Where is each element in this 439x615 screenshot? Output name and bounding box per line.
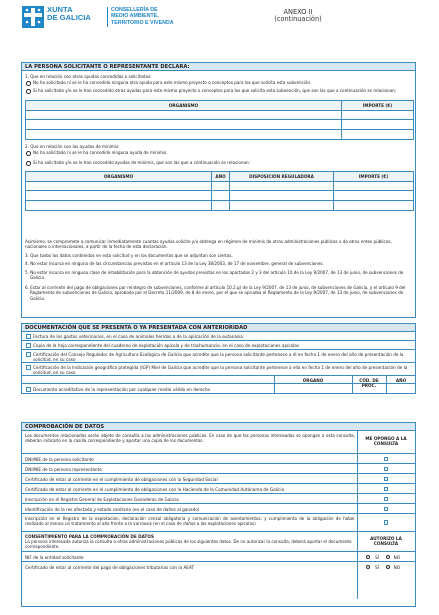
col-proc-code: CÓD. DE PROC.: [359, 377, 379, 388]
section-title: COMPROBACIÓN DE DATOS: [22, 423, 415, 431]
commitment-text: Asimismo, se compromete a comunicar inmediatamente cuantas ayudas solicite y/u obtenga en régimen de minimis de otras administraciones públicas o de otros entes públicos, nacionales o internacionales, a partir de la fecha de esta declaración.: [25, 239, 392, 250]
q1-yes-label: Sí ha solicitado y/o se le han concedido otras ayudas para este mismo proyecto o conceptos para los que solicita esta subvención, que son las que a continuación se relacionan:: [33, 88, 397, 93]
consent-text: La persona interesada autoriza la consulta a otras administraciones públicas de los siguientes datos. De no autorizar la consulta, deberá aportar el documento correspondiente.: [25, 539, 352, 550]
doc-row: [22, 341, 415, 350]
row-label: Certificado de estar al corriente en el cumplimiento de obligaciones con la Seguridad Social: [25, 476, 218, 482]
logo-word2: DE GALICIA: [47, 13, 91, 23]
verification-row: [22, 504, 415, 514]
row-label: Identificación de la res afectada y estado sanitario (en el caso de daños al ganado): [25, 506, 200, 512]
authorize-row: [22, 562, 415, 572]
col-organism: ORGANISMO: [26, 172, 212, 182]
amount-cell[interactable]: [334, 191, 414, 201]
organism-cell[interactable]: [26, 191, 212, 201]
amount-cell[interactable]: [342, 110, 414, 120]
dept-line3: TERRITORIO E VIVENDA: [111, 19, 174, 26]
verification-row: [22, 454, 415, 464]
question-2: 2. Que en relación con las ayudas de minimis:: [25, 144, 120, 149]
declaration-6: 6. Estar al corriente del pago de obligaciones por reintegro de subvenciones, conforme al artículo 10.2.g) de la Ley 9/2007, de 13 de junio, de subvenciones de Galicia, y el artículo 9 del Reglamento de subvenciones de Galicia, aprobado por el Decreto 11/2009, de 8 de enero, por el que se aprueba el Reglamento de la Ley 9/2007, de 13 de junio, de subvenciones de Galicia.: [25, 285, 406, 301]
row-label: NIF de la entidad solicitante: [25, 554, 84, 560]
col-regulation: DISPOSICIÓN REGULADORA: [230, 172, 334, 182]
regulation-cell[interactable]: [230, 201, 334, 211]
logo-word1: XUNTA: [47, 5, 73, 14]
oppose-checkbox[interactable]: [384, 507, 389, 512]
doc-checkbox[interactable]: [26, 334, 31, 339]
oppose-checkbox[interactable]: [384, 497, 389, 502]
year-cell[interactable]: [212, 191, 230, 201]
logo-wordmark: [47, 6, 91, 23]
department-name: [111, 7, 174, 26]
amount-cell[interactable]: [342, 130, 414, 140]
other-aids-table: [25, 100, 414, 140]
representation-doc-label: Documento acreditativo de la representación por cualquier medio válido en derecho: [33, 386, 211, 392]
verification-row: [22, 464, 415, 474]
oppose-checkbox[interactable]: [384, 520, 389, 525]
authorize-row: [22, 552, 415, 562]
amount-cell[interactable]: [334, 201, 414, 211]
consent-row: [22, 532, 415, 552]
section-title: LA PERSONA SOLICITANTE O REPRESENTANTE DECLARA:: [22, 63, 415, 71]
annex-heading: [268, 9, 328, 24]
row-label: DNI/NIE de la persona solicitante: [25, 456, 94, 462]
no-radio[interactable]: [386, 555, 391, 560]
table-row: [26, 201, 414, 211]
verification-row: [22, 484, 415, 494]
amount-cell[interactable]: [342, 120, 414, 130]
documentation-section: [21, 323, 416, 394]
doc-label: Certificación del Consejo Regulador de Agricultura Ecológica de Galicia que acredite que la persona solicitante pertenece a él en fecha 1 de enero del año de presentación de la solicitud, en su caso: [33, 351, 404, 362]
doc-label: Certificación de la Indicación geográfica protegida (IGP) Miel de Galicia que acredite que la persona solicitante pertenece a ella en fecha 1 de enero del año de presentación de la solicitud, en su caso: [33, 364, 408, 375]
declaration-4: 4. No estar incursa en ninguna de las circunstancias previstas en el artículo 13 de la Ley 38/2003, de 17 de noviembre, general de subvenciones.: [25, 261, 324, 266]
q1-no-label: No ha solicitado ni se le ha concedido ninguna otra ayuda para este mismo proyecto o conceptos para los que solicita esta subvención.: [33, 80, 312, 85]
declaration-section: [21, 62, 416, 318]
regulation-cell[interactable]: [230, 181, 334, 191]
intro-row: [22, 431, 415, 454]
year-field[interactable]: [386, 384, 416, 394]
consent-title: CONSENTIMIENTO PARA LA COMPROBACIÓN DE DATOS: [25, 533, 154, 539]
doc-label: Factura de los gastos veterinarios, en el caso de animales heridos o de la aplicación de la eutanasia: [33, 334, 243, 339]
organ-field[interactable]: [274, 384, 352, 394]
col-year: AÑO: [395, 377, 407, 383]
data-verification-section: [21, 422, 416, 607]
proc-code-field[interactable]: [352, 384, 386, 394]
table-row: [26, 120, 414, 130]
yes-label: SÍ: [375, 554, 379, 560]
authorize-header: AUTORIZO LA CONSULTA: [370, 536, 402, 546]
oppose-checkbox[interactable]: [384, 467, 389, 472]
yes-label: SÍ: [375, 564, 379, 570]
table-row: [26, 181, 414, 191]
xunta-cross-icon: [22, 6, 44, 28]
q2-no-radio[interactable]: [26, 151, 31, 156]
row-label: Inscripción en el Registro de la explotación, declaración censal obligatoria y comunicación de asentamientos, y cumplimiento de la obligación de haber realizado al menos un tratamiento al año frente a la varroosis (en el caso de daños a las explotaciones apícolas): [25, 515, 355, 526]
organism-cell[interactable]: [26, 120, 342, 130]
doc-row: [22, 332, 415, 341]
doc-checkbox[interactable]: [26, 365, 31, 370]
year-cell[interactable]: [212, 201, 230, 211]
organism-cell[interactable]: [26, 110, 342, 120]
intro-text: Los documentos relacionados serán objeto de consulta a las administraciones públicas. En caso de que las personas interesadas se opongan a esta consulta, deberán indicarlo en la casilla correspondiente y aportar una copia de los documentos.: [25, 433, 355, 444]
organism-cell[interactable]: [26, 201, 212, 211]
oppose-checkbox[interactable]: [384, 487, 389, 492]
section-title: DOCUMENTACIÓN QUE SE PRESENTA O YA PRESENTADA CON ANTERIORIDAD: [22, 324, 415, 332]
representation-doc-checkbox[interactable]: [26, 387, 31, 392]
yes-radio[interactable]: [366, 565, 371, 570]
no-label: NO: [393, 554, 400, 560]
year-cell[interactable]: [212, 181, 230, 191]
col-amount: IMPORTE (€): [334, 172, 414, 182]
regulation-cell[interactable]: [230, 191, 334, 201]
col-organism: ORGANISMO: [26, 101, 342, 111]
oppose-checkbox[interactable]: [384, 477, 389, 482]
dept-line1: CONSELLERÍA DE: [111, 7, 158, 13]
table-row: [26, 110, 414, 120]
doc-label: Copia de la hoja correspondiente del cuaderno de explotación apícola y de trashumancia, en el caso de explotaciones apícolas: [33, 343, 300, 348]
col-year: AÑO: [212, 172, 230, 182]
q2-yes-label: Sí ha solicitado y/o se le han concedido ayudas de minimis, que son las que a continuación se relacionan:: [33, 160, 250, 165]
yes-radio[interactable]: [366, 555, 371, 560]
no-label: NO: [393, 564, 400, 570]
q1-no-radio[interactable]: [26, 81, 31, 86]
organism-cell[interactable]: [26, 181, 212, 191]
amount-cell[interactable]: [334, 181, 414, 191]
doc-row: [22, 363, 415, 376]
organism-cell[interactable]: [26, 130, 342, 140]
table-row: [26, 130, 414, 140]
doc-row: [22, 350, 415, 363]
oppose-header: ME OPONGO A LA CONSULTA: [365, 436, 407, 446]
row-label: Certificado de estar al corriente del pago de obligaciones tributarias con la AEAT: [25, 564, 195, 570]
row-label: Inscripción en el Registro General de Explotaciones Ganaderas de Galicia: [25, 496, 179, 502]
doc-checkbox[interactable]: [26, 352, 31, 357]
minimis-aids-table: [25, 171, 414, 211]
annex-title: ANEXO II: [283, 8, 313, 16]
row-label: DNI/NIE de la persona representante: [25, 466, 102, 472]
col-organ: ÓRGANO: [302, 377, 324, 383]
table-row: [26, 191, 414, 201]
declaration-3: 3. Que todos los datos contenidos en esta solicitud y en los documentos que se adjuntan son ciertos.: [25, 253, 233, 258]
row-label: Certificado de estar al corriente en el cumplimiento de obligaciones con la Hacienda de la Comunidad Autónoma de Galicia: [25, 486, 285, 492]
logo-separator: [107, 7, 108, 27]
dept-line2: MEDIO AMBIENTE,: [111, 13, 159, 20]
verification-row: [22, 514, 415, 532]
verification-row: [22, 474, 415, 484]
annex-subtitle: (continuación): [274, 15, 322, 24]
q2-yes-radio[interactable]: [26, 161, 31, 166]
q2-no-label: No ha solicitado ni se le ha concedido ninguna ayuda de minimis.: [33, 150, 168, 155]
doc-subheader-row: [22, 376, 415, 388]
q1-yes-radio[interactable]: [26, 89, 31, 94]
no-radio[interactable]: [386, 565, 391, 570]
col-amount: IMPORTE (€): [342, 101, 414, 111]
question-1: 1. Que en relación con otras ayudas concedidas o solicitadas:: [25, 74, 152, 79]
doc-checkbox[interactable]: [26, 343, 31, 348]
declaration-5: 5. No estar incursa en ninguna clase de inhabilitación para la obtención de ayudas previstas en los apartados 2 y 3 del artículo 10 de la Ley 9/2007, de 13 de junio, de subvenciones de Galicia.: [25, 270, 404, 281]
oppose-checkbox[interactable]: [384, 457, 389, 462]
verification-row: [22, 494, 415, 504]
